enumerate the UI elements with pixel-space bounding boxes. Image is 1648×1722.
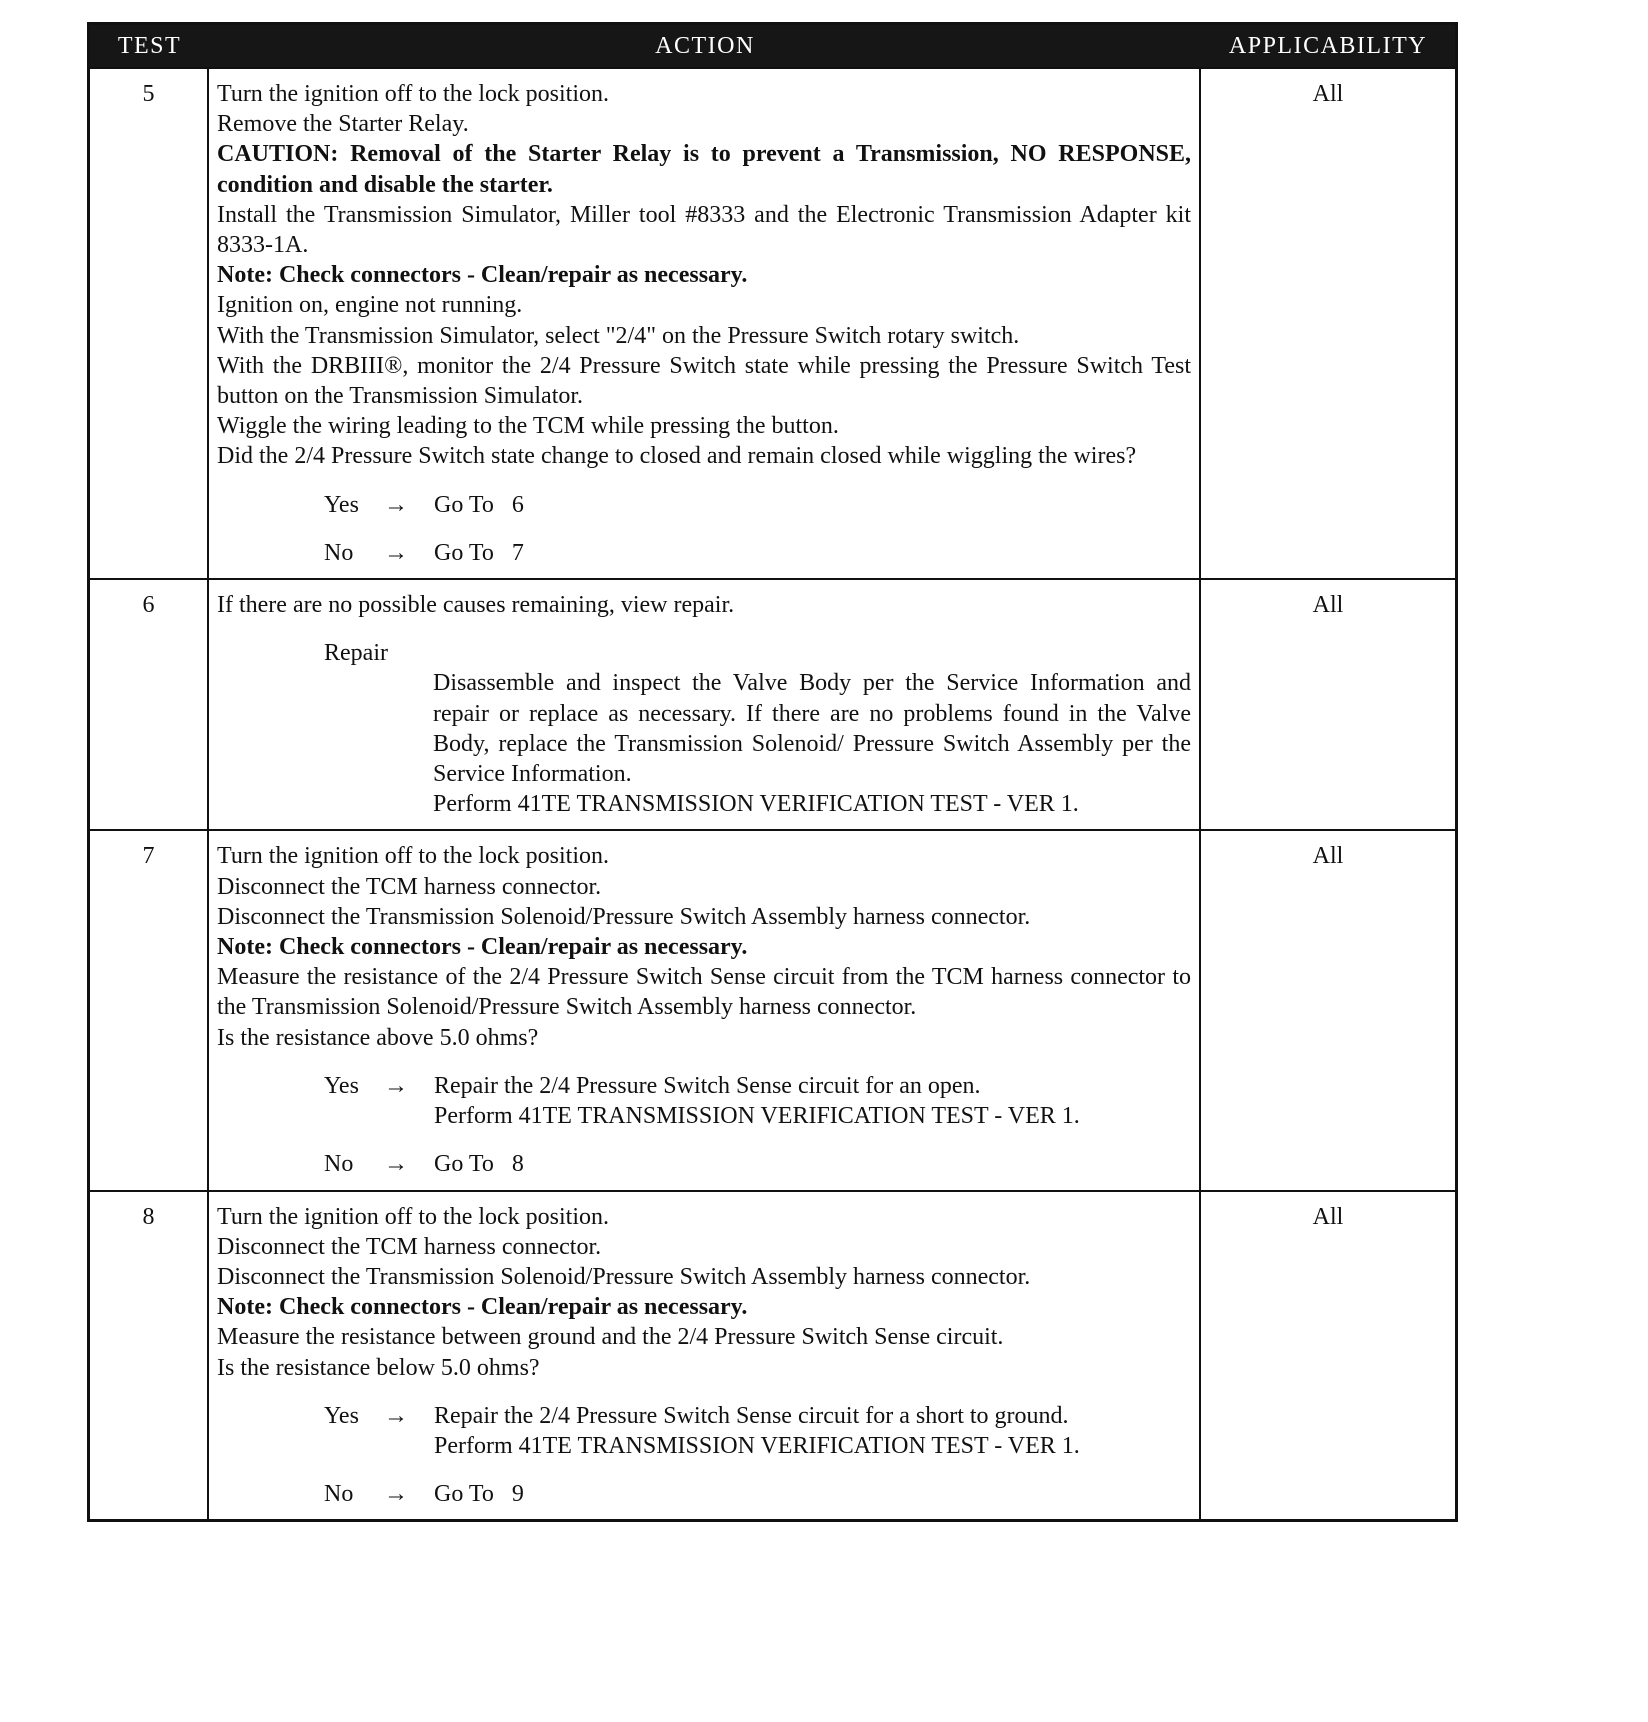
action-step: Disconnect the Transmission Solenoid/Pressure Switch Assembly harness connector. bbox=[217, 903, 1031, 930]
yes-label: Yes bbox=[324, 491, 359, 518]
action-step: Turn the ignition off to the lock position. bbox=[217, 1203, 610, 1230]
yes-action bbox=[434, 1401, 1191, 1461]
table-row-test-7 bbox=[90, 829, 1455, 1189]
action-cell bbox=[209, 1192, 1201, 1520]
yes-repair-text: Repair the 2/4 Pressure Switch Sense circuit for an open. bbox=[434, 1072, 981, 1099]
action-step: With the DRBIII®, monitor the 2/4 Pressure Switch state while pressing the Pressure Switch Test button on the Transmission Simulator. bbox=[217, 352, 1191, 410]
arrow-icon: → bbox=[384, 1402, 408, 1429]
action-step: With the Transmission Simulator, select "2/4" on the Pressure Switch rotary switch. bbox=[217, 322, 1020, 349]
applicability-value: All bbox=[1312, 592, 1344, 619]
applicability-value: All bbox=[1312, 843, 1344, 870]
no-label: No bbox=[324, 1151, 354, 1178]
table-header bbox=[90, 25, 1455, 67]
table-row-test-6 bbox=[90, 578, 1455, 829]
no-label: No bbox=[324, 1481, 354, 1508]
arrow-icon: → bbox=[384, 1151, 408, 1178]
connector-note: Note: Check connectors - Clean/repair as necessary. bbox=[217, 934, 748, 961]
no-branch bbox=[217, 538, 1191, 568]
action-step: Turn the ignition off to the lock position. bbox=[217, 81, 610, 107]
arrow-icon: → bbox=[384, 491, 408, 518]
yes-branch bbox=[217, 490, 1191, 520]
action-step: Ignition on, engine not running. bbox=[217, 292, 523, 319]
header-applicability: APPLICABILITY bbox=[1228, 32, 1428, 59]
action-step: Wiggle the wiring leading to the TCM while pressing the button. bbox=[217, 413, 839, 440]
test-number: 7 bbox=[90, 831, 209, 1189]
diagnostic-test-table bbox=[87, 22, 1458, 1522]
action-step: Measure the resistance of the 2/4 Pressure Switch Sense circuit from the TCM harness connector to the Transmission Solenoid/Pressure Switch Assembly harness connector. bbox=[217, 964, 1191, 1021]
test-number: 6 bbox=[90, 580, 209, 829]
repair-label: Repair bbox=[324, 640, 388, 667]
yes-verification-text: Perform 41TE TRANSMISSION VERIFICATION TEST - VER 1. bbox=[434, 1103, 1080, 1130]
action-cell bbox=[209, 580, 1201, 829]
table-row-test-5 bbox=[90, 67, 1455, 578]
yes-label: Yes bbox=[324, 1402, 359, 1429]
table-row-test-8 bbox=[90, 1190, 1455, 1520]
no-label: No bbox=[324, 539, 354, 566]
action-step: Disconnect the TCM harness connector. bbox=[217, 873, 602, 900]
arrow-icon: → bbox=[384, 539, 408, 566]
arrow-icon: → bbox=[384, 1481, 408, 1508]
no-goto: Go To 9 bbox=[434, 1481, 524, 1508]
yes-goto: Go To 6 bbox=[434, 491, 524, 518]
action-cell bbox=[209, 831, 1201, 1189]
question: Is the resistance below 5.0 ohms? bbox=[217, 1354, 540, 1381]
caution-note: CAUTION: Removal of the Starter Relay is to prevent a Transmission, NO RESPONSE, condition and disable the starter. bbox=[217, 141, 1191, 198]
action-step: Disconnect the Transmission Solenoid/Pressure Switch Assembly harness connector. bbox=[217, 1263, 1031, 1290]
action-step: Measure the resistance between ground and the 2/4 Pressure Switch Sense circuit. bbox=[217, 1324, 1004, 1351]
header-test: TEST bbox=[117, 32, 182, 59]
connector-note: Note: Check connectors - Clean/repair as necessary. bbox=[217, 1294, 748, 1321]
action-step: Disconnect the TCM harness connector. bbox=[217, 1233, 602, 1260]
yes-branch bbox=[217, 1401, 1191, 1461]
action-step: Install the Transmission Simulator, Miller tool #8333 and the Electronic Transmission Adapter kit 8333-1A. bbox=[217, 201, 1191, 259]
yes-verification-text: Perform 41TE TRANSMISSION VERIFICATION TEST - VER 1. bbox=[434, 1432, 1080, 1459]
action-step: If there are no possible causes remaining, view repair. bbox=[217, 592, 735, 619]
repair-instructions bbox=[217, 668, 1191, 819]
action-cell bbox=[209, 69, 1201, 578]
no-branch bbox=[217, 1149, 1191, 1179]
action-step: Remove the Starter Relay. bbox=[217, 111, 469, 138]
action-step: Turn the ignition off to the lock position. bbox=[217, 843, 610, 870]
connector-note: Note: Check connectors - Clean/repair as necessary. bbox=[217, 262, 748, 289]
repair-step: Disassemble and inspect the Valve Body per the Service Information and repair or replace as necessary. If there are no problems found in the Valve Body, replace the Transmission Solenoid/ Pressure Switch Assembly per the Service Information. bbox=[433, 670, 1191, 788]
yes-action bbox=[434, 1071, 1191, 1131]
header-action: ACTION bbox=[655, 32, 755, 59]
yes-branch bbox=[217, 1071, 1191, 1131]
applicability-value: All bbox=[1312, 81, 1344, 107]
arrow-icon: → bbox=[384, 1072, 408, 1099]
question: Did the 2/4 Pressure Switch state change to closed and remain closed while wiggling the wires? bbox=[217, 443, 1137, 470]
yes-repair-text: Repair the 2/4 Pressure Switch Sense circuit for a short to ground. bbox=[434, 1402, 1069, 1429]
no-goto: Go To 8 bbox=[434, 1151, 524, 1178]
no-branch bbox=[217, 1479, 1191, 1509]
test-number: 8 bbox=[90, 1192, 209, 1520]
no-goto: Go To 7 bbox=[434, 539, 524, 566]
repair-step: Perform 41TE TRANSMISSION VERIFICATION TEST - VER 1. bbox=[433, 791, 1079, 818]
applicability-value: All bbox=[1312, 1203, 1344, 1230]
yes-label: Yes bbox=[324, 1072, 359, 1099]
test-number: 5 bbox=[90, 69, 209, 578]
question: Is the resistance above 5.0 ohms? bbox=[217, 1024, 539, 1051]
